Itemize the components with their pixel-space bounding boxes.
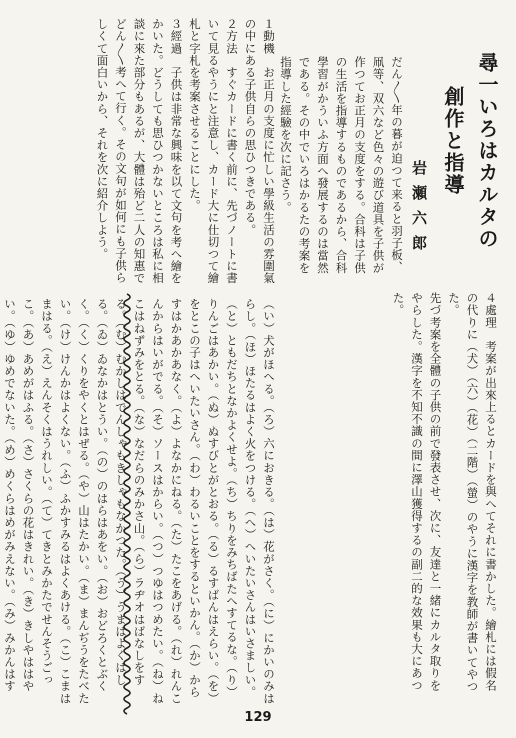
section-3-text: ３經過 子供は非常な興味を以て文句を考へ繪をかいた。どうしても思ひつかないところは私に相談に來た部分もあるが、大體は殆ど二人の知惠でどん〳〵考へて行く。その文句が如何にも子供らしくて面白いから、それを次に紹介しよう。 [95,18,184,285]
closing-text: 先づ考案を全體の子供の前で發表させ、次に、友達と一緒にカルタ取りをやらした。漢字を不知不識の間に澤山獲得するの副二的な效果も大にあつた。 [391,292,443,692]
title-line-2: 創作と指導 [441,86,465,196]
author-name: 岩瀬六郎 [410,160,428,260]
page-number: 129 [244,710,272,725]
article-title [438,52,502,268]
karuta-cards-text: （い）犬がほへる。（ろ）六におきる。（は）花がさく。（に）にかいのみはらし。（ほ）ほたるはよく火をつける。（へ）へいたいさんはいさましい。（と）ともだちとなかよくせよ。（ち）ちりをみちばたへすてるな。（り）りんごはあかい。（ぬ）ぬすびとがとおる。（る）るすばんはえらい。（を）をとこの子はへいたいさん。（わ）わるいことをするといかん。（か）からすはかあかあなく。（よ）よなかにねる。（た）たこをあげる。（れ）れんこんからはいがでる。（そ）ソースはからい。（つ）つゆはつめたい。（ね）ねこはねずみをとる。（な）なだらのみかさ山。（ら）ラヂオはばなしをする。（む）むかしはでんしゃもきしゃもなかつた。（う）うまはよくはしる。（ゐ）ゐなかはとうい。（の）のはらはあをい。（お）おどろくとぶくく。（く）くりをやくとはぜる。（や）山はたかい。（ま）まんぢうをたべたい。（け）けんかはよくない。（ふ）ふかすみるはよくあける。（こ）こまはまはる。（え）えんそくはうれしい。（て）てきとみかたでせんそうごっこ。（あ）あめがはふる。（さ）さくらの花はきれい。（き）きしやははやい。（ゆ）ゆめでないた。（め）めくらはめがみえない。（み）みかんはす [3,298,276,705]
karuta-list [3,298,278,706]
lower-right-block [286,292,500,702]
intro-paragraph [279,56,406,278]
intro-text: だん〳〵年の暮が迫つて来ると羽子板、凧等、双六など色々の遊び道具を子供が作つてお正月の支度をする。合科は子供の生活を指導するものであるから、合科學習がかういふ方面へ發展するのは當然である。その中でいろはかるたの考案を指導した經驗を次に記さう。 [279,56,404,274]
section-1-text: １動機 お正月の支度に忙しい學級生活の雰圍氣の中にある子供自らの思ひつきである。 [243,18,276,285]
section-4-text: ４處理 考案が出來上るとカードを與へてそれに書かした。繪札には假名の代りに（犬）（六）（花）（二階）（螢）のやうに漢字を教師が書いてやつた。 [447,292,498,693]
section-2-text: ２方法 すぐカードに書く前に、先づノートに書いて見るやうにと注意し、カード大に仕切つて繪札と字札を考案させることにした。 [188,18,239,285]
title-line-1: 尋一いろはカルタの [475,52,499,250]
upper-left-block [16,18,278,286]
